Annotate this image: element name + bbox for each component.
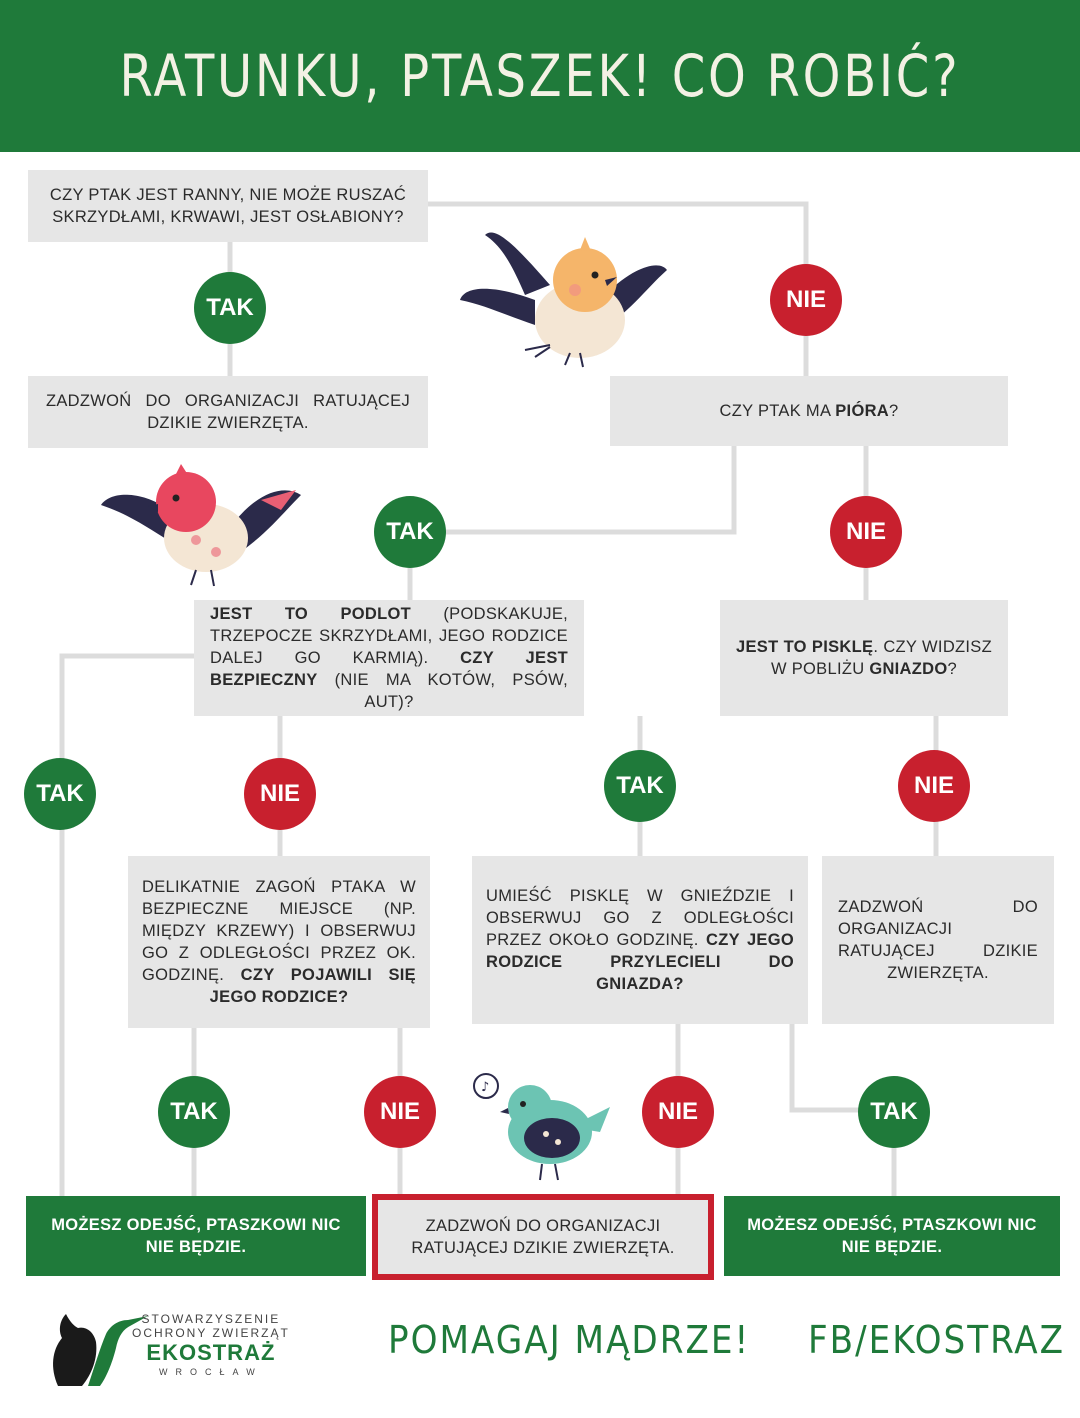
instruction-return-nest-text: UMIEŚĆ PISKLĘ W GNIEŹDZIE I OBSERWUJ GO Z ODLEGŁOŚCI PRZEZ OKOŁO GODZINĘ. CZY JEGO RODZICE PRZYLECIELI DO GNIAZDA? [486, 887, 794, 993]
no-badge-feathers: NIE [830, 496, 902, 568]
question-feathers-text: CZY PTAK MA PIÓRA? [719, 402, 899, 420]
org-name: EKOSTRAŻ [146, 1340, 276, 1365]
social-handle: FB/EKOSTRAZ [808, 1318, 1066, 1362]
yes-badge-safe: TAK [24, 758, 96, 830]
end-call-organization [372, 1194, 714, 1280]
yes-badge-injured: TAK [194, 272, 266, 344]
organization-name-block [132, 1312, 290, 1378]
yes-badge-parents: TAK [158, 1076, 230, 1148]
answer-call-organization-2 [822, 856, 1054, 1024]
instruction-guide-bird [128, 856, 430, 1028]
page-title: RATUNKU, PTASZEK! CO ROBIĆ? [119, 42, 961, 110]
org-line1: STOWARZYSZENIE [141, 1312, 281, 1326]
svg-text:♪: ♪ [481, 1080, 490, 1095]
question-fledgling-safe [194, 600, 584, 716]
question-nestling-nest [720, 600, 1008, 716]
instruction-guide-bird-text: DELIKATNIE ZAGOŃ PTAKA W BEZPIECZNE MIEJSCE (NP. MIĘDZY KRZEWY) I OBSERWUJ GO Z ODLEGŁOŚCI PRZEZ OK. GODZINĘ. CZY POJAWILI SIĘ JEGO RODZICE? [142, 878, 416, 1006]
end-leave-left-text: MOŻESZ ODEJŚĆ, PTASZKOWI NIC NIE BĘDZIE. [51, 1216, 341, 1256]
no-badge-safe: NIE [244, 758, 316, 830]
end-leave-left [26, 1196, 366, 1276]
no-badge-injured: NIE [770, 264, 842, 336]
answer-call-organization-2-text: ZADZWOŃ DO ORGANIZACJI RATUJĄCEJ DZIKIE ZWIERZĘTA. [838, 898, 1038, 982]
end-leave-right-text: MOŻESZ ODEJŚĆ, PTASZKOWI NIC NIE BĘDZIE. [747, 1216, 1037, 1256]
red-bird-illustration [96, 460, 311, 590]
question-injured-text: CZY PTAK JEST RANNY, NIE MOŻE RUSZAĆ SKRZYDŁAMI, KRWAWI, JEST OSŁABIONY? [49, 186, 407, 226]
question-feathers [610, 376, 1008, 446]
end-leave-right [724, 1196, 1060, 1276]
no-badge-parents: NIE [364, 1076, 436, 1148]
no-badge-nest: NIE [898, 750, 970, 822]
org-line2: OCHRONY ZWIERZĄT [132, 1326, 290, 1340]
yes-badge-parents-nest: TAK [858, 1076, 930, 1148]
yes-badge-nest: TAK [604, 750, 676, 822]
answer-call-organization-text: ZADZWOŃ DO ORGANIZACJI RATUJĄCEJ DZIKIE ZWIERZĘTA. [46, 392, 410, 432]
yellow-bird-illustration [455, 225, 675, 375]
teal-bird-illustration [470, 1072, 620, 1184]
question-injured [28, 170, 428, 242]
answer-call-organization [28, 376, 428, 448]
question-fledgling-safe-text: JEST TO PODLOT (PODSKAKUJE, TRZEPOCZE SKRZYDŁAMI, JEGO RODZICE DALEJ GO KARMIĄ). CZY JEST BEZPIECZNY (NIE MA KOTÓW, PSÓW, AUT)? [210, 605, 569, 711]
instruction-return-nest [472, 856, 808, 1024]
end-call-organization-text: ZADZWOŃ DO ORGANIZACJI RATUJĄCEJ DZIKIE ZWIERZĘTA. [411, 1217, 675, 1257]
question-nestling-nest-text: JEST TO PISKLĘ. CZY WIDZISZ W POBLIŻU GNIAZDO? [736, 638, 992, 678]
no-badge-parents-nest: NIE [642, 1076, 714, 1148]
org-city: WROCŁAW [159, 1367, 263, 1377]
slogan: POMAGAJ MĄDRZE! [388, 1318, 751, 1362]
yes-badge-feathers: TAK [374, 496, 446, 568]
